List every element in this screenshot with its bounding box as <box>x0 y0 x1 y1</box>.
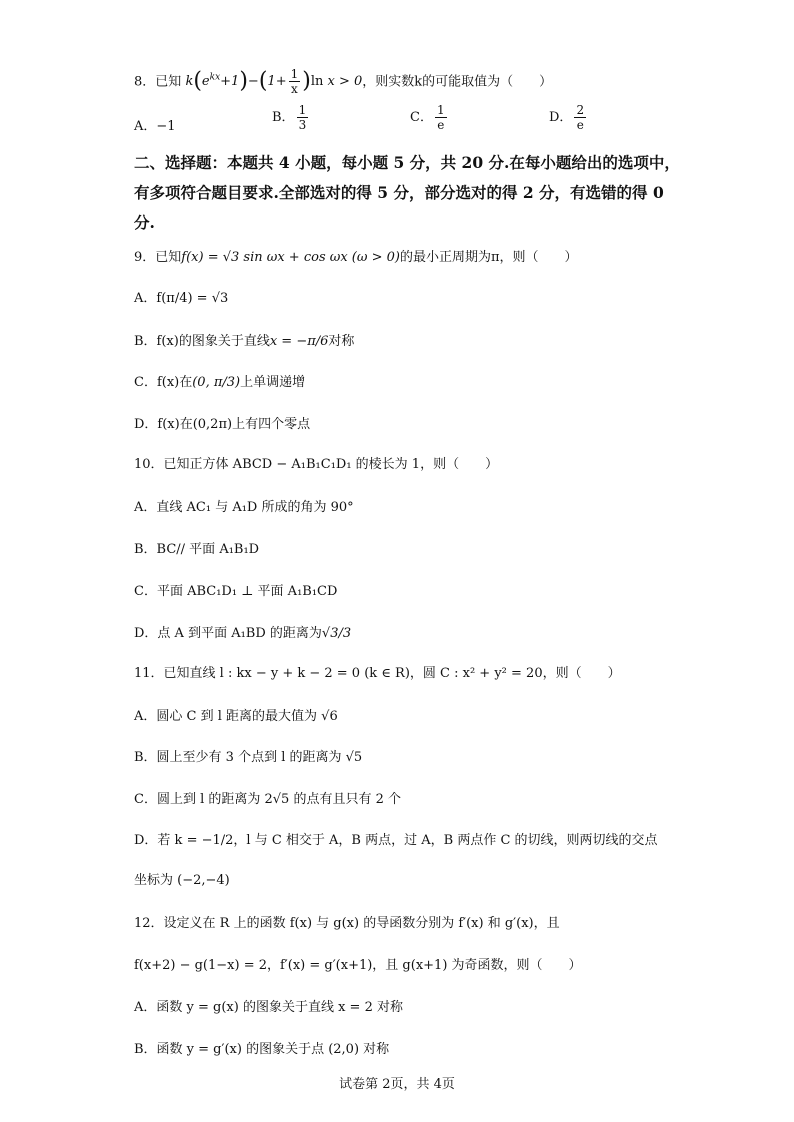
page-footer: 试卷第 2页，共 4页 <box>339 1077 455 1092</box>
q11-option-a: A．圆心 C 到 l 距离的最大值为 √6 <box>134 709 338 724</box>
q9-option-d: D．f(x)在(0,2π)上有四个零点 <box>134 417 311 432</box>
section-header-line2: 有多项符合题目要求.全部选对的得 5 分，部分选对的得 2 分，有选错的得 0 <box>134 183 664 202</box>
section-header-line3: 分. <box>134 213 155 232</box>
q10-option-b: B．BC// 平面 A₁B₁D <box>134 542 260 557</box>
q10-option-d: D．点 A 到平面 A₁BD 的距离为√3/3 <box>134 626 352 641</box>
q12-option-b: B．函数 y = g′(x) 的图象关于点 (2,0) 对称 <box>134 1042 390 1057</box>
q11-stem: 11．已知直线 l : kx − y + k − 2 = 0 (k ∈ R)，圆 C : x² + y² = 20，则（ ） <box>134 666 621 681</box>
q10-stem: 10．已知正方体 ABCD − A₁B₁C₁D₁ 的棱长为 1，则（ ） <box>134 457 499 472</box>
q9-option-b: B．f(x)的图象关于直线x = −π/6对称 <box>134 334 355 349</box>
q9-option-a: A．f(π/4) = √3 <box>134 291 229 306</box>
q11-option-d-line2: 坐标为 (−2,−4) <box>134 873 230 888</box>
section-header-line1: 二、选择题：本题共 4 小题，每小题 5 分，共 20 分.在每小题给出的选项中， <box>134 153 680 172</box>
q11-option-b: B．圆上至少有 3 个点到 l 的距离为 √5 <box>134 750 363 765</box>
q11-option-d-line1: D．若 k = −1/2，l 与 C 相交于 A，B 两点，过 A，B 两点作 C 的切线，则两切线的交点 <box>134 833 658 848</box>
q8-option-c: C． $\frac{1}{e}$ <box>410 103 445 132</box>
q12-stem-line1: 12．设定义在 R 上的函数 f(x) 与 g(x) 的导函数分别为 f′(x) 和 g′(x)，且 <box>134 916 560 931</box>
q8-formula: $k(e^{kx}+1)-(1+$ $\frac{1}{x}$ )ln x > 0 <box>185 67 363 97</box>
q10-option-c: C．平面 ABC₁D₁ ⊥ 平面 A₁B₁CD <box>134 584 338 599</box>
q8-option-d: D． $\frac{2}{e}$ <box>549 103 585 132</box>
q10-option-a: A．直线 AC₁ 与 A₁D 所成的角为 90° <box>134 500 354 515</box>
q8-option-a: A．−1 <box>134 119 176 134</box>
q9-option-c: C．f(x)在(0, π/3)上单调递增 <box>134 375 306 390</box>
q12-option-a: A．函数 y = g(x) 的图象关于直线 x = 2 对称 <box>134 1000 403 1015</box>
q12-stem-line2: f(x+2) − g(1−x) = 2，f′(x) = g′(x+1)，且 g(x+1) 为奇函数，则（ ） <box>134 958 582 973</box>
q8-option-b: B． $\frac{1}{3}$ <box>272 103 307 132</box>
q9-stem: 9．已知f(x) = √3 sin ωx + cos ωx (ω > 0)的最小正周期为π，则（ ） <box>134 250 578 265</box>
q8-stem: 8．已知 $k(e^{kx}+1)-(1+$ $\frac{1}{x}$ )ln x > 0，则实数k的可能取值为（ ） <box>134 67 553 97</box>
q11-option-c: C．圆上到 l 的距离为 2√5 的点有且只有 2 个 <box>134 792 401 807</box>
